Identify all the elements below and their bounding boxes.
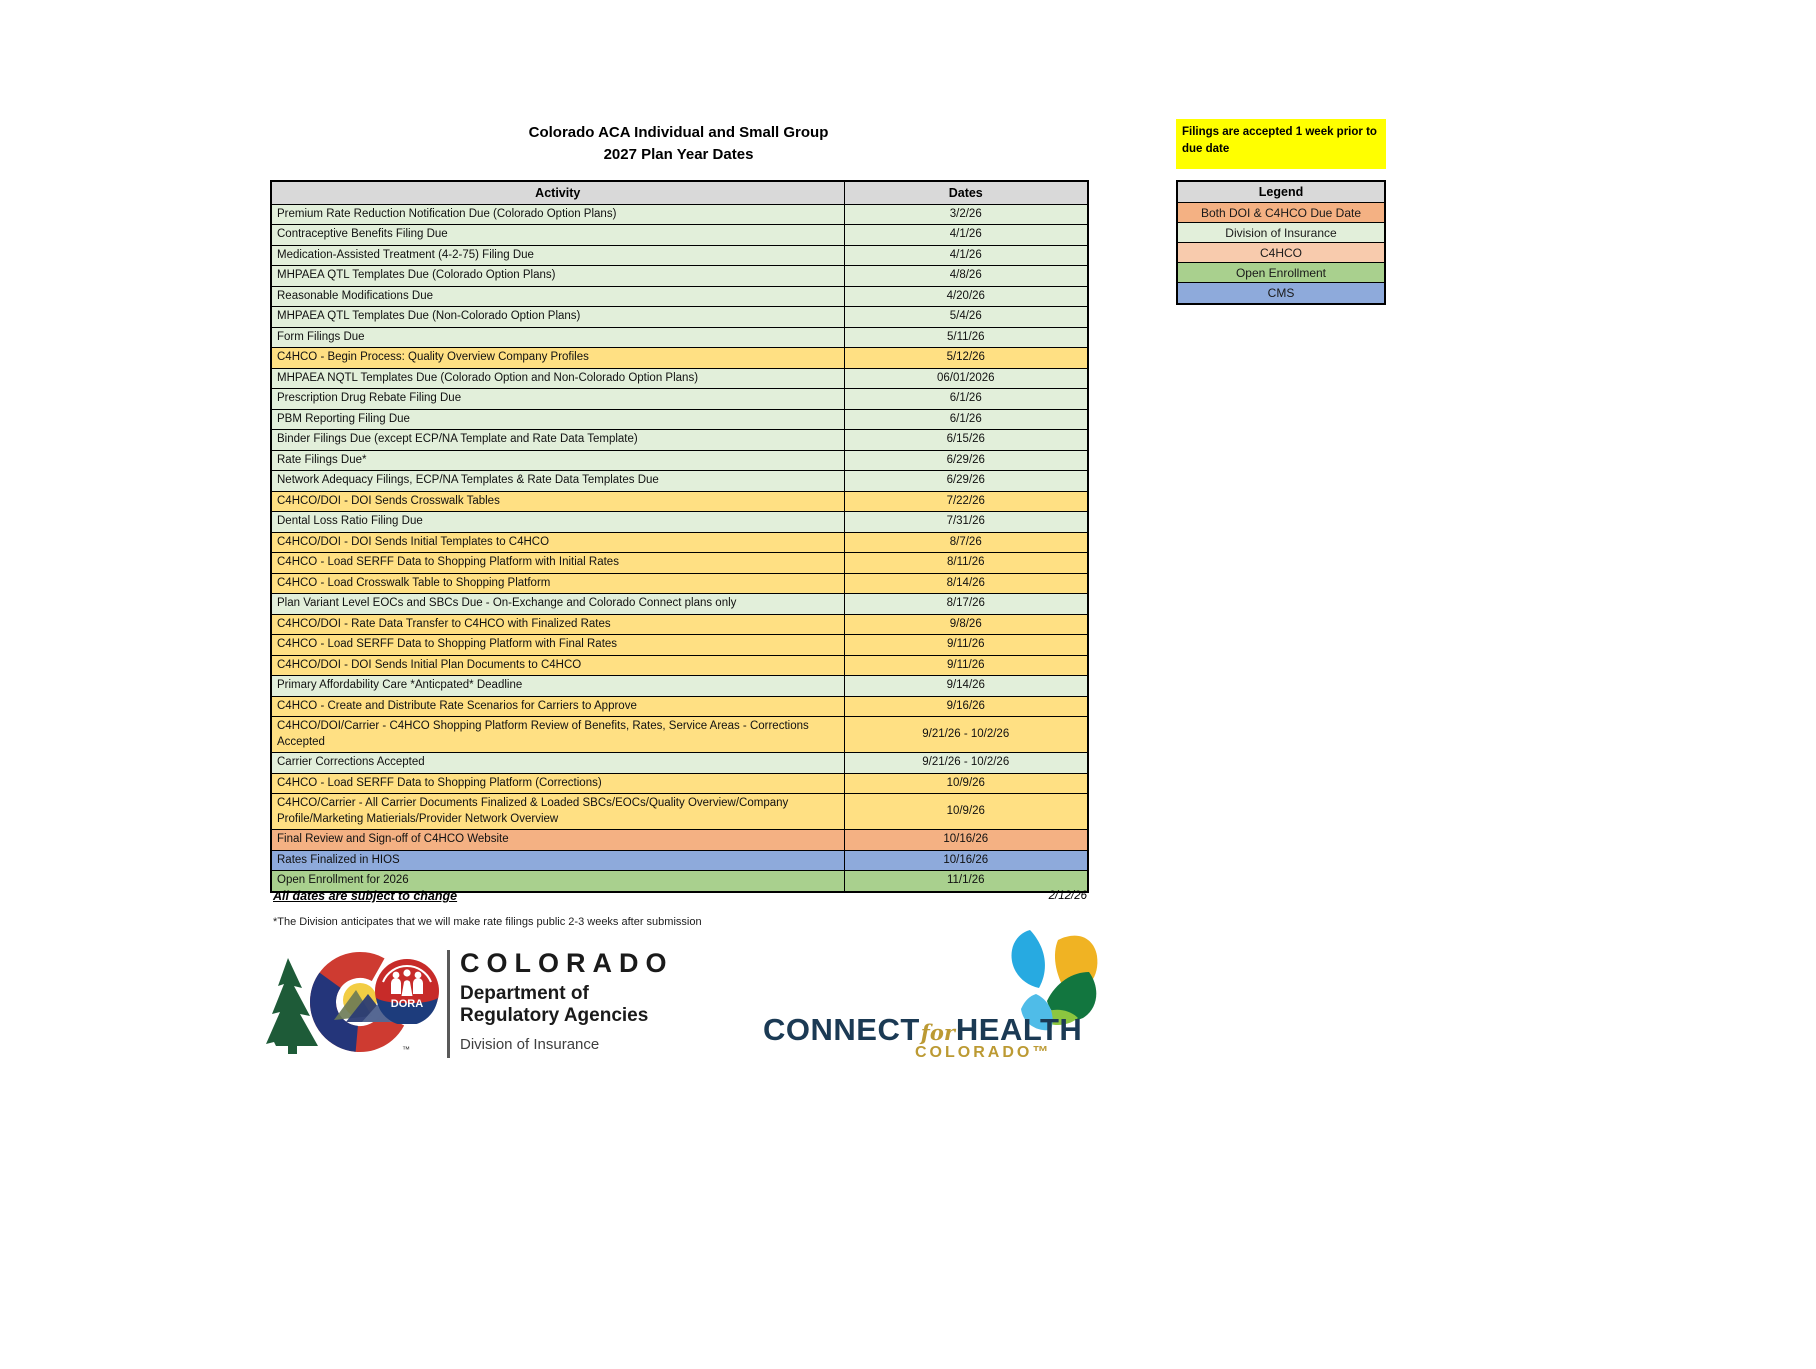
date-cell: 5/11/26 bbox=[844, 327, 1088, 348]
legend-items bbox=[1178, 203, 1384, 303]
dora-logo bbox=[264, 944, 684, 1069]
date-cell: 8/14/26 bbox=[844, 573, 1088, 594]
dates-column-header: Dates bbox=[844, 181, 1088, 204]
activity-cell: Prescription Drug Rebate Filing Due bbox=[271, 389, 844, 410]
date-cell: 6/29/26 bbox=[844, 471, 1088, 492]
activity-column-header: Activity bbox=[271, 181, 844, 204]
table-row bbox=[271, 635, 1088, 656]
activity-cell: MHPAEA NQTL Templates Due (Colorado Option and Non-Colorado Option Plans) bbox=[271, 368, 844, 389]
table-row bbox=[271, 409, 1088, 430]
activity-cell: C4HCO - Load SERFF Data to Shopping Platform with Initial Rates bbox=[271, 553, 844, 574]
date-cell: 10/16/26 bbox=[844, 850, 1088, 871]
date-cell: 4/8/26 bbox=[844, 266, 1088, 287]
date-cell: 9/21/26 - 10/2/26 bbox=[844, 753, 1088, 774]
date-cell: 10/9/26 bbox=[844, 773, 1088, 794]
date-cell: 8/11/26 bbox=[844, 553, 1088, 574]
activity-cell: C4HCO - Load Crosswalk Table to Shopping Platform bbox=[271, 573, 844, 594]
table-row bbox=[271, 512, 1088, 533]
table-row bbox=[271, 286, 1088, 307]
activity-cell: C4HCO - Load SERFF Data to Shopping Platform (Corrections) bbox=[271, 773, 844, 794]
date-cell: 7/22/26 bbox=[844, 491, 1088, 512]
table-row bbox=[271, 491, 1088, 512]
activity-cell: Rate Filings Due* bbox=[271, 450, 844, 471]
connect-word: CONNECT bbox=[763, 1012, 920, 1047]
legend-item: Both DOI & C4HCO Due Date bbox=[1178, 203, 1384, 223]
health-word: HEALTH bbox=[955, 1012, 1083, 1047]
table-row bbox=[271, 245, 1088, 266]
table-header-row bbox=[271, 181, 1088, 204]
activity-cell: C4HCO/DOI - DOI Sends Crosswalk Tables bbox=[271, 491, 844, 512]
table-row bbox=[271, 850, 1088, 871]
legend-item: C4HCO bbox=[1178, 243, 1384, 263]
table-row bbox=[271, 471, 1088, 492]
activity-cell: MHPAEA QTL Templates Due (Colorado Option Plans) bbox=[271, 266, 844, 287]
date-cell: 9/14/26 bbox=[844, 676, 1088, 697]
connect-wordmark bbox=[763, 1012, 1082, 1048]
table-row bbox=[271, 389, 1088, 410]
table-row bbox=[271, 348, 1088, 369]
legend-item: Open Enrollment bbox=[1178, 263, 1384, 283]
activity-cell: Open Enrollment for 2026 bbox=[271, 871, 844, 892]
table-row bbox=[271, 450, 1088, 471]
disclaimer-text: All dates are subject to change bbox=[273, 889, 458, 903]
table-row bbox=[271, 655, 1088, 676]
date-cell: 8/17/26 bbox=[844, 594, 1088, 615]
dora-badge-label: DORA bbox=[390, 998, 424, 1010]
page-title bbox=[270, 122, 1087, 165]
table-row bbox=[271, 327, 1088, 348]
legend bbox=[1176, 180, 1386, 305]
activity-cell: Final Review and Sign-off of C4HCO Website bbox=[271, 830, 844, 851]
page-title-line2: 2027 Plan Year Dates bbox=[603, 145, 754, 163]
dora-division-label: Division of Insurance bbox=[460, 1036, 600, 1053]
date-cell: 9/21/26 - 10/2/26 bbox=[844, 717, 1088, 753]
for-word: for bbox=[920, 1020, 955, 1045]
table-row bbox=[271, 830, 1088, 851]
activity-cell: PBM Reporting Filing Due bbox=[271, 409, 844, 430]
table-row bbox=[271, 676, 1088, 697]
date-cell: 9/8/26 bbox=[844, 614, 1088, 635]
activity-cell: C4HCO/DOI/Carrier - C4HCO Shopping Platform Review of Benefits, Rates, Service Areas - Corrections Accepted bbox=[271, 717, 844, 753]
filing-note: Filings are accepted 1 week prior to due date bbox=[1176, 119, 1386, 169]
date-cell: 10/16/26 bbox=[844, 830, 1088, 851]
date-cell: 4/20/26 bbox=[844, 286, 1088, 307]
date-cell: 6/15/26 bbox=[844, 430, 1088, 451]
activity-cell: Network Adequacy Filings, ECP/NA Templates & Rate Data Templates Due bbox=[271, 471, 844, 492]
legend-item: CMS bbox=[1178, 283, 1384, 303]
date-cell: 3/2/26 bbox=[844, 204, 1088, 225]
logo-divider bbox=[447, 950, 450, 1058]
activity-cell: C4HCO - Create and Distribute Rate Scenarios for Carriers to Approve bbox=[271, 696, 844, 717]
activity-cell: Medication-Assisted Treatment (4-2-75) Filing Due bbox=[271, 245, 844, 266]
date-cell: 9/11/26 bbox=[844, 635, 1088, 656]
schedule-table-body bbox=[271, 204, 1088, 892]
date-cell: 5/4/26 bbox=[844, 307, 1088, 328]
table-row bbox=[271, 614, 1088, 635]
activity-cell: C4HCO - Begin Process: Quality Overview Company Profiles bbox=[271, 348, 844, 369]
activity-cell: Contraceptive Benefits Filing Due bbox=[271, 225, 844, 246]
table-row bbox=[271, 266, 1088, 287]
date-cell: 11/1/26 bbox=[844, 871, 1088, 892]
activity-cell: C4HCO/DOI - Rate Data Transfer to C4HCO with Finalized Rates bbox=[271, 614, 844, 635]
activity-cell: MHPAEA QTL Templates Due (Non-Colorado Option Plans) bbox=[271, 307, 844, 328]
table-row bbox=[271, 430, 1088, 451]
dora-badge-icon bbox=[374, 958, 440, 1024]
table-row bbox=[271, 307, 1088, 328]
connect-for-health-logo bbox=[760, 930, 1100, 1075]
date-cell: 6/29/26 bbox=[844, 450, 1088, 471]
date-cell: 7/31/26 bbox=[844, 512, 1088, 533]
colorado-wordmark: COLORADO™ bbox=[915, 1044, 1052, 1061]
date-cell: 10/9/26 bbox=[844, 794, 1088, 830]
table-row bbox=[271, 573, 1088, 594]
activity-cell: Binder Filings Due (except ECP/NA Template and Rate Data Template) bbox=[271, 430, 844, 451]
activity-cell: Rates Finalized in HIOS bbox=[271, 850, 844, 871]
svg-text:™: ™ bbox=[402, 1045, 410, 1054]
activity-cell: Carrier Corrections Accepted bbox=[271, 753, 844, 774]
page-title-line1: Colorado ACA Individual and Small Group bbox=[528, 124, 829, 141]
schedule-table bbox=[270, 180, 1089, 893]
activity-cell: Dental Loss Ratio Filing Due bbox=[271, 512, 844, 533]
revision-date: 2/12/26 bbox=[1048, 890, 1087, 902]
dora-state-label: COLORADO bbox=[460, 948, 674, 978]
activity-cell: C4HCO/Carrier - All Carrier Documents Finalized & Loaded SBCs/EOCs/Quality Overview/Company Profile/Marketing Matierials/Provider Network Overview bbox=[271, 794, 844, 830]
date-cell: 4/1/26 bbox=[844, 225, 1088, 246]
activity-cell: Plan Variant Level EOCs and SBCs Due - On-Exchange and Colorado Connect plans only bbox=[271, 594, 844, 615]
table-row bbox=[271, 696, 1088, 717]
date-cell: 8/7/26 bbox=[844, 532, 1088, 553]
activity-cell: C4HCO - Load SERFF Data to Shopping Platform with Final Rates bbox=[271, 635, 844, 656]
date-cell: 9/16/26 bbox=[844, 696, 1088, 717]
activity-cell: C4HCO/DOI - DOI Sends Initial Templates to C4HCO bbox=[271, 532, 844, 553]
dora-dept-label: Department of Regulatory Agencies bbox=[460, 983, 649, 1026]
activity-cell: Primary Affordability Care *Anticpated* Deadline bbox=[271, 676, 844, 697]
legend-title: Legend bbox=[1178, 182, 1384, 203]
table-row bbox=[271, 368, 1088, 389]
legend-item: Division of Insurance bbox=[1178, 223, 1384, 243]
activity-cell: C4HCO/DOI - DOI Sends Initial Plan Documents to C4HCO bbox=[271, 655, 844, 676]
date-cell: 4/1/26 bbox=[844, 245, 1088, 266]
activity-cell: Premium Rate Reduction Notification Due (Colorado Option Plans) bbox=[271, 204, 844, 225]
table-row bbox=[271, 794, 1088, 830]
table-row bbox=[271, 532, 1088, 553]
table-row bbox=[271, 553, 1088, 574]
table-row bbox=[271, 717, 1088, 753]
activity-cell: Form Filings Due bbox=[271, 327, 844, 348]
date-cell: 6/1/26 bbox=[844, 409, 1088, 430]
dora-logo-text bbox=[460, 948, 674, 1053]
activity-cell: Reasonable Modifications Due bbox=[271, 286, 844, 307]
date-cell: 6/1/26 bbox=[844, 389, 1088, 410]
table-row bbox=[271, 753, 1088, 774]
date-cell: 06/01/2026 bbox=[844, 368, 1088, 389]
table-row bbox=[271, 594, 1088, 615]
rate-filings-footnote: *The Division anticipates that we will make rate filings public 2-3 weeks after submission bbox=[273, 916, 702, 928]
table-row bbox=[271, 204, 1088, 225]
date-cell: 5/12/26 bbox=[844, 348, 1088, 369]
table-row bbox=[271, 225, 1088, 246]
table-row bbox=[271, 773, 1088, 794]
date-cell: 9/11/26 bbox=[844, 655, 1088, 676]
